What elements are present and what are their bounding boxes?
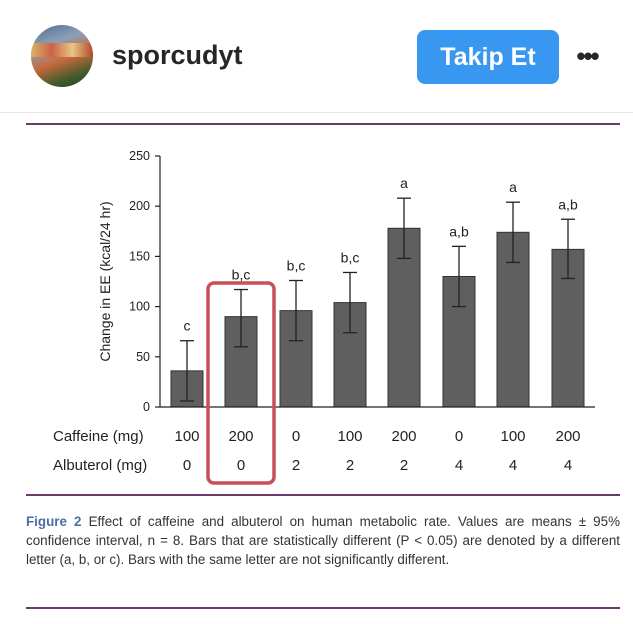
- y-tick-label: 0: [143, 400, 150, 414]
- y-tick-label: 150: [129, 249, 150, 264]
- username-link[interactable]: sporcudyt: [112, 40, 243, 70]
- caffeine-dose: 100: [337, 428, 363, 445]
- significance-letter: b,c: [286, 257, 306, 274]
- caffeine-dose: 100: [174, 428, 200, 445]
- significance-letter: c: [183, 317, 191, 334]
- caffeine-dose: 200: [391, 428, 417, 445]
- albuterol-dose: 2: [345, 457, 355, 474]
- albuterol-dose: 2: [291, 457, 301, 474]
- y-axis-label: Change in EE (kcal/24 hr): [97, 201, 113, 362]
- caffeine-dose: 200: [228, 428, 254, 445]
- albuterol-dose: 4: [454, 457, 464, 474]
- significance-letter: a: [400, 175, 408, 192]
- significance-letter: a: [509, 179, 517, 196]
- figure-middle-rule: [26, 494, 620, 496]
- figure-bottom-rule: [26, 607, 620, 609]
- albuterol-row-label: Albuterol (mg): [53, 457, 148, 474]
- figure-top-rule: [26, 123, 620, 125]
- albuterol-dose: 4: [563, 457, 573, 474]
- albuterol-dose: 0: [182, 457, 192, 474]
- caption-text: Effect of caffeine and albuterol on human metabolic rate. Values are means ± 95% confidence interval, n = 8. Bars that are statistically different (P < 0.05) are denoted by a different letter (a, b, or c). Bars with the same letter are not significantly different.: [26, 514, 620, 567]
- figure-caption: [26, 512, 620, 569]
- profile-avatar[interactable]: [31, 25, 93, 87]
- caffeine-dose: 0: [291, 428, 301, 445]
- albuterol-dose: 4: [508, 457, 518, 474]
- y-tick-label: 50: [136, 349, 150, 364]
- significance-letter: b,c: [340, 249, 360, 266]
- significance-letter: a,b: [449, 223, 469, 240]
- caffeine-dose: 0: [454, 428, 464, 445]
- albuterol-dose: 0: [236, 457, 246, 474]
- caffeine-dose: 100: [500, 428, 526, 445]
- figure-label: Figure 2: [26, 514, 82, 529]
- caffeine-row-label: Caffeine (mg): [53, 428, 144, 445]
- more-options-icon[interactable]: •••: [576, 40, 598, 71]
- significance-letter: a,b: [558, 196, 578, 213]
- y-tick-label: 200: [129, 199, 150, 214]
- post-header: [0, 0, 633, 113]
- significance-letter: b,c: [231, 266, 251, 283]
- albuterol-dose: 2: [399, 457, 409, 474]
- follow-button[interactable]: Takip Et: [417, 30, 559, 84]
- y-tick-label: 100: [129, 299, 150, 314]
- y-tick-label: 250: [129, 149, 150, 163]
- bar-chart: [0, 130, 633, 492]
- caffeine-dose: 200: [555, 428, 581, 445]
